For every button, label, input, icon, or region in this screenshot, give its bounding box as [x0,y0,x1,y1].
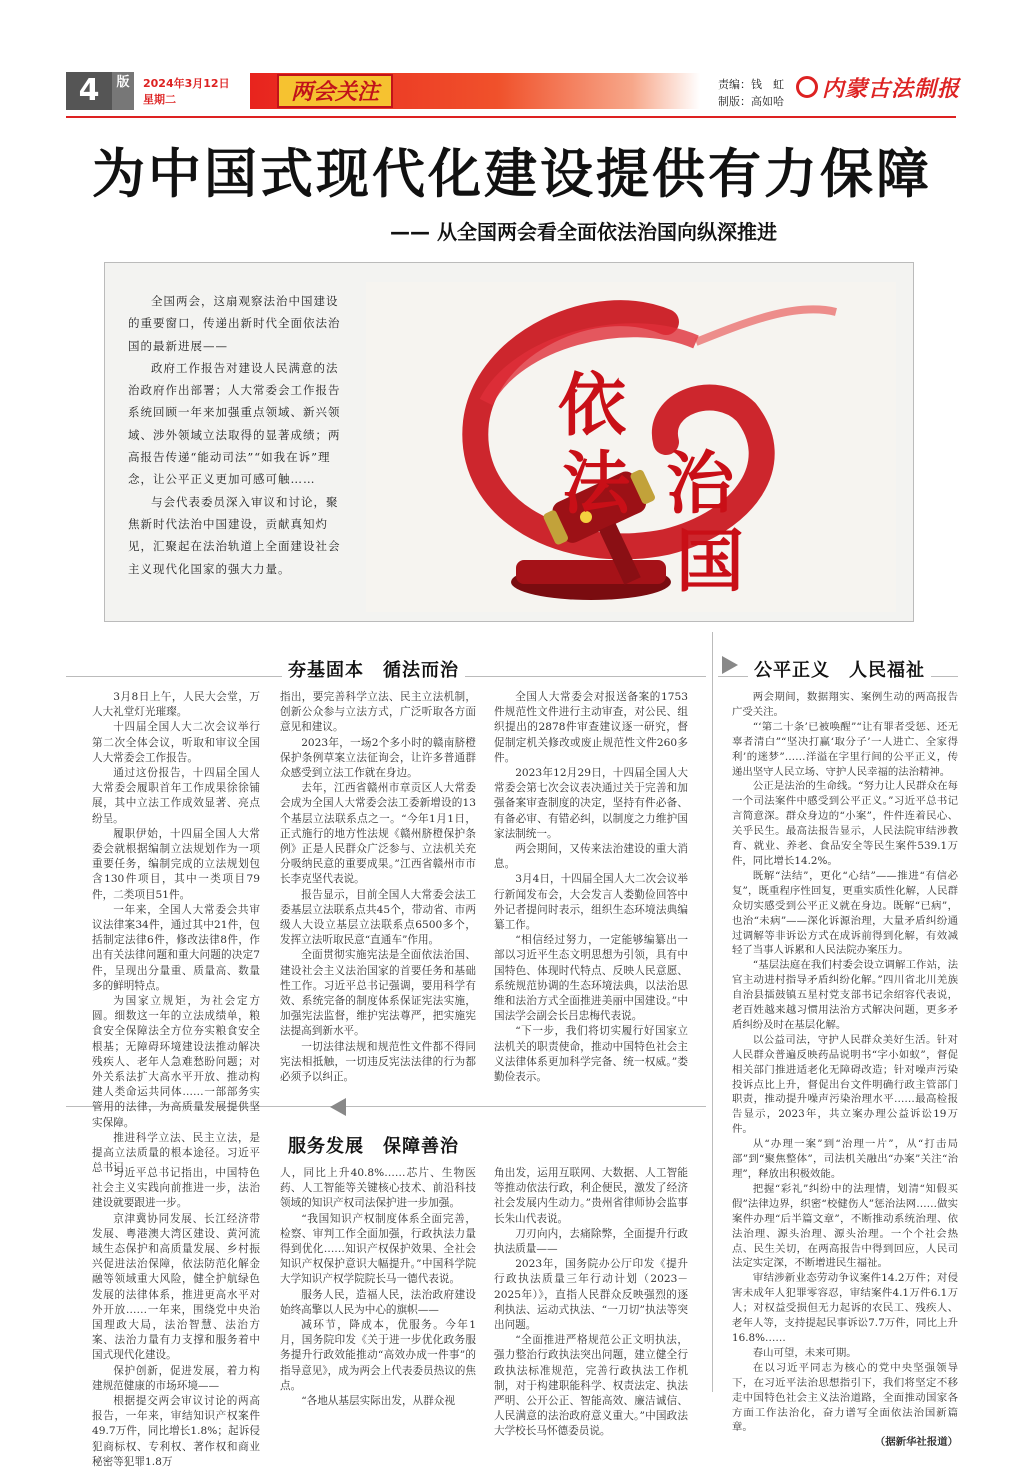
s3-column [732,690,958,1450]
art-char-fa: 法 [562,445,631,524]
art-char-guo: 国 [676,523,745,602]
section-title: 两会关注 [277,74,393,108]
paragraph: 3月8日上午，人民大会堂，万人大礼堂灯光璀璨。 [92,691,260,719]
paragraph: 春山可望，未来可期。 [752,1346,857,1359]
paragraph: 审结涉新业态劳动争议案件14.2万件；对侵害未成年人犯罪零容忍，审结案件4.1万件6.1万人；对权益受损但无力起诉的农民工、残疾人、老年人等，支持提起民事诉讼7.7万件，同比上升16.8%…… [732,1272,958,1344]
arrow-right-icon [722,656,738,674]
newspaper-name: 内蒙古法制报 [822,76,961,102]
s2-column-3 [494,1166,688,1440]
newspaper-logo-icon [796,76,818,98]
paragraph: 全面贯彻实施宪法是全面依法治国、建设社会主义法治国家的首要任务和基础性工作。习近平总书记强调，要用科学有效、系统完备的制度体系保证宪法实施，加强宪法监督，维护宪法尊严，把实施宪法提高到新水平。 [280,949,476,1038]
paragraph: 人，同比上升40.8%……芯片、生物医药、人工智能等关键核心技术、前沿科技领域的知识产权司法保护进一步加强。 [280,1167,476,1210]
paragraph: “下一步，我们将切实履行好国家立法机关的职责使命，推动中国特色社会主义法律体系更加科学完备、统一权威。”娄勤俭表示。 [494,1025,688,1084]
article-title: 为中国式现代化建设提供有力保障 [92,143,932,205]
paragraph: 3月4日，十四届全国人大二次会议举行新闻发布会，大会发言人娄勤俭回答中外记者提问时表示，组织生态环境法典编纂工作。 [494,873,688,932]
section-heading: 夯基固本 循法而治 [282,656,465,682]
paragraph: 从“办理一案”到“治理一片”，从“打击局部”到“聚焦整体”，司法机关融出“办案”关注“治理”，释放出积极效能。 [732,1138,958,1180]
paragraph: 服务人民，造福人民，法治政府建设始终高擎以人民为中心的旗帜—— [280,1288,476,1316]
paragraph: “‘第二十条’已被唤醒”“让有罪者受惩、还无辜者清白”“坚决打赢‘取分子’一人进亡、全家得利’的迷梦”……洋溢在字里行间的公平正义，传递出坚守人民立场、守护人民幸福的法治精神。 [732,720,958,778]
issue-date [143,76,230,108]
section-heading: 公平正义 人民福祉 [748,656,931,682]
paragraph: 全国人大常委会对报送备案的1753件规范性文件进行主动审查，对公民、组织提出的2878件审查建议逐一研究，督促制定机关修改或废止规范性文件260多件。 [494,691,688,764]
paragraph: “相信经过努力，一定能够编纂出一部以习近平生态文明思想为引领，具有中国特色、体现时代特点、反映人民意愿、系统规范协调的生态环境法典，以法治思维和法治方式全面推进美丽中国建设。”中国法学会副会长吕忠梅代表说。 [494,934,688,1023]
paragraph: 以公益司法，守护人民群众美好生活。针对人民群众普遍反映药品说明书“字小如蚁”，督促相关部门推进适老化无障碍改造；针对噪声污染投诉点比上升，督促出台文件明确行政主管部门职责，推动提升噪声污染治理水平……最高检报告显示，2023年，共立案办理公益诉讼19万件。 [732,1033,958,1136]
s1-column-2 [280,690,476,1085]
page-number: 4 [66,72,112,110]
page-label: 版 [112,72,134,110]
header-divider [66,116,956,118]
paragraph: 公正是法治的生命线。“努力让人民群众在每一个司法案件中感受到公平正义。”习近平总书记言简意深。群众身边的“小案”，件件连着民心、关乎民生。最高法报告显示，人民法院审结涉教育、就业、养老、食品安全等民生案件539.1万件，同比增长14.2%。 [732,780,958,867]
paragraph: 两会期间，数据翔实、案例生动的两高报告广受关注。 [732,691,958,718]
weekday-text: 星期二 [143,93,176,106]
s1-column-3 [494,690,688,1085]
paragraph: 通过这份报告，十四届全国人大常委会履职首年工作成果徐徐铺展，其中立法工作成效显著、亮点纷呈。 [92,767,260,825]
paragraph: 2023年12月29日，十四届全国人大常委会第七次会议表决通过关于完善和加强备案审查制度的决定，坚持有件必备、有备必审、有错必纠，以制度之力维护国家法制统一。 [494,767,688,840]
rule-of-law-illustration [366,282,896,612]
intro-paragraph: 全国两会，这扇观察法治中国建设的重要窗口，传递出新时代全面依法治国的最新进展—— [128,294,341,353]
paragraph: 一切法律法规和规范性文件都不得同宪法相抵触，一切违反宪法法律的行为都必须予以纠正。 [280,1040,476,1084]
paragraph: 报告显示，目前全国人大常委会法工委基层立法联系点共45个，带动省、市两级人大设立基层立法联系点6500多个，发挥立法听取民意“直通车”作用。 [280,888,476,947]
paragraph: 指出，要完善科学立法、民主立法机制，创新公众参与立法方式，广泛听取各方面意见和建议。 [280,691,476,734]
s2-column-2 [280,1166,476,1409]
arrow-left-icon [330,1098,346,1116]
date-text: 2024年3月12日 [143,77,230,90]
paragraph: 既解“法结”，更化“心结”——推进“有信必复”，既重程序性回复，更重实质性化解，人民群众切实感受到公平正义就在身边。既解“已病”，也治“未病”——深化诉源治理，大量矛盾纠纷通过调解等非诉讼方式在成诉前得到化解，有效减轻了当事人诉累和人民法院办案压力。 [732,869,958,957]
article-subtitle: —— 从全国两会看全面依法治国向纵深推进 [390,220,777,244]
paragraph: 推进科学立法、民主立法，是提高立法质量的根本途径。习近平总书记 [92,1131,260,1175]
paragraph: 根据提交两会审议讨论的两高报告，一年来，审结知识产权案件49.7万件，同比增长1.8%；起诉侵犯商标权、专利权、著作权和商业秘密等犯罪1.8万 [92,1395,260,1468]
paragraph: 京津冀协同发展、长江经济带发展、粤港澳大湾区建设、黄河流域生态保护和高质量发展、乡村振兴促进法治保障，依法防范化解金融等领域重大风险，健全护航绿色发展的法律体系，推进更高水平对外开放……一年来，围绕党中央治国理政大局，法治智慧、法治方案、法治力量有力支撑和服务着中国式现代化建设。 [92,1212,260,1362]
column-divider [712,632,713,1392]
paragraph: “我国知识产权制度体系全面完善，检察、审判工作全面加强，行政执法力量得到优化……知识产权保护效果、全社会知识产权保护意识大幅提升。”中国科学院大学知识产权学院院长马一德代表说。 [280,1212,476,1286]
paragraph: “全面推进严格规范公正文明执法，强力整治行政执法突出问题，建立健全行政执法标准规范，完善行政执法工作机制，对于构建职能科学、权责法定、执法严明、公开公正、智能高效、廉洁诚信、人民满意的法治政府意义重大。”中国政法大学校长马怀德委员说。 [494,1334,688,1438]
paragraph: 2023年，国务院办公厅印发《提升行政执法质量三年行动计划（2023－2025年）》，直指人民群众反映强烈的逐利执法、运动式执法、“一刀切”执法等突出问题。 [494,1258,688,1332]
paragraph: “各地从基层实际出发，从群众视 [301,1395,455,1408]
paragraph: 习近平总书记指出，中国特色社会主义实践向前推进一步，法治建设就要跟进一步。 [92,1167,260,1210]
feature-intro [128,290,342,580]
paragraph: 2023年，一场2个多小时的赣南脐橙保护条例草案立法征询会，让许多普通群众感受到立法工作就在身边。 [280,736,476,780]
editor-line: 责编：钱 虹 [718,78,784,91]
section-heading: 服务发展 保障善治 [282,1132,465,1158]
paragraph: 在以习近平同志为核心的党中央坚强领导下，在习近平法治思想指引下，我们将坚定不移走中国特色社会主义法治道路，全面推动国家各方面工作法治化，奋力谱写全面依法治国新篇章。 [732,1361,958,1434]
producer-line: 制版：高如哈 [718,95,784,108]
paragraph: 十四届全国人大二次会议举行第二次全体会议，听取和审议全国人大常委会工作报告。 [92,721,260,764]
paragraph: 两会期间，又传来法治建设的重大消息。 [494,843,688,871]
editor-credits [718,76,784,110]
art-char-zhi: 治 [666,445,735,524]
s2-column-1 [92,1166,260,1470]
s1-column-1 [92,690,260,1177]
paragraph: 减环节，降成本，优服务。今年1月，国务院印发《关于进一步优化政务服务提升行政效能推动“高效办成一件事”的指导意见》，成为两会上代表委员热议的焦点。 [280,1319,476,1392]
art-char-yi: 依 [558,367,627,446]
paragraph: 履职伊始，十四届全国人大常委会就根据编制立法规划作为一项重要任务，编制完成的立法规划包含130件项目，其中一类项目79件，二类项目51件。 [92,827,260,901]
paragraph: 刀刃向内，去痛除弊，全面提升行政执法质量—— [494,1227,688,1256]
intro-paragraph: 与会代表委员深入审议和讨论，聚焦新时代法治中国建设，贡献真知灼见，汇聚起在法治轨道上全面建设社会主义现代化国家的强大力量。 [128,494,341,576]
paragraph: 保护创新，促进发展，着力构建规范健康的市场环境—— [92,1364,260,1392]
source-credit: （据新华社报道） [874,1436,958,1449]
ribbon-graphic [366,282,896,612]
paragraph: “基层法庭在我们村委会设立调解工作站，法官主动进村指导矛盾纠纷化解。”四川省北川羌族自治县擂鼓镇五星村党支部书记余绍容代表说，老百姓越来越习惯用法治方式解决问题，更多矛盾纠纷及时在基层化解。 [732,959,958,1031]
paragraph: 把握“彩礼”纠纷中的法理情，划清“知假买假”法律边界，织密“校健伤人”惩治法网……做实案件办理“后半篇文章”，不断推动系统治理、依法治理、源头治理、源头治理。一个个社会热点、民生关切，在两高报告中得到回应，人民司法定实定深，不断增进民生福祉。 [732,1182,958,1270]
intro-paragraph: 政府工作报告对建设人民满意的法治政府作出部署；人大常委会工作报告系统回顾一年来加强重点领域、新兴领域、涉外领域立法取得的显著成绩；两高报告传递“能动司法”“如我在诉”理念，让公平正义更加可感可触…… [128,360,341,487]
paragraph: 角出发，运用互联网、大数据、人工智能等推动依法行政，利企便民，激发了经济社会发展内生动力。”贵州省律师协会监事长朱山代表说。 [494,1167,688,1225]
paragraph: 一年来，全国人大常委会共审议法律案34件，通过其中21件，包括制定法律6件，修改法律8件，作出有关法律问题和重大问题的决定7件，呈现出分量重、质量高、数量多的鲜明特点。 [92,903,260,992]
paragraph: 去年，江西省赣州市章贡区人大常委会成为全国人大常委会法工委新增设的13个基层立法联系点之一。“今年1月1日，正式施行的地方性法规《赣州脐橙保护条例》正是人民群众广泛参与、立法机关充分吸纳民意的重要成果。”江西省赣州市市长李克坚代表说。 [280,782,476,886]
paragraph: 为国家立规矩，为社会定方圆。细数这一年的立法成绩单，粮食安全保障法全方位夯实粮食安全根基；无障碍环境建设法推动解决残疾人、老年人急难愁盼问题；对外关系法扩大高水平开放、推动构建人类命运共同体……一部部务实管用的法律，为高质量发展提供坚实保障。 [92,995,260,1129]
